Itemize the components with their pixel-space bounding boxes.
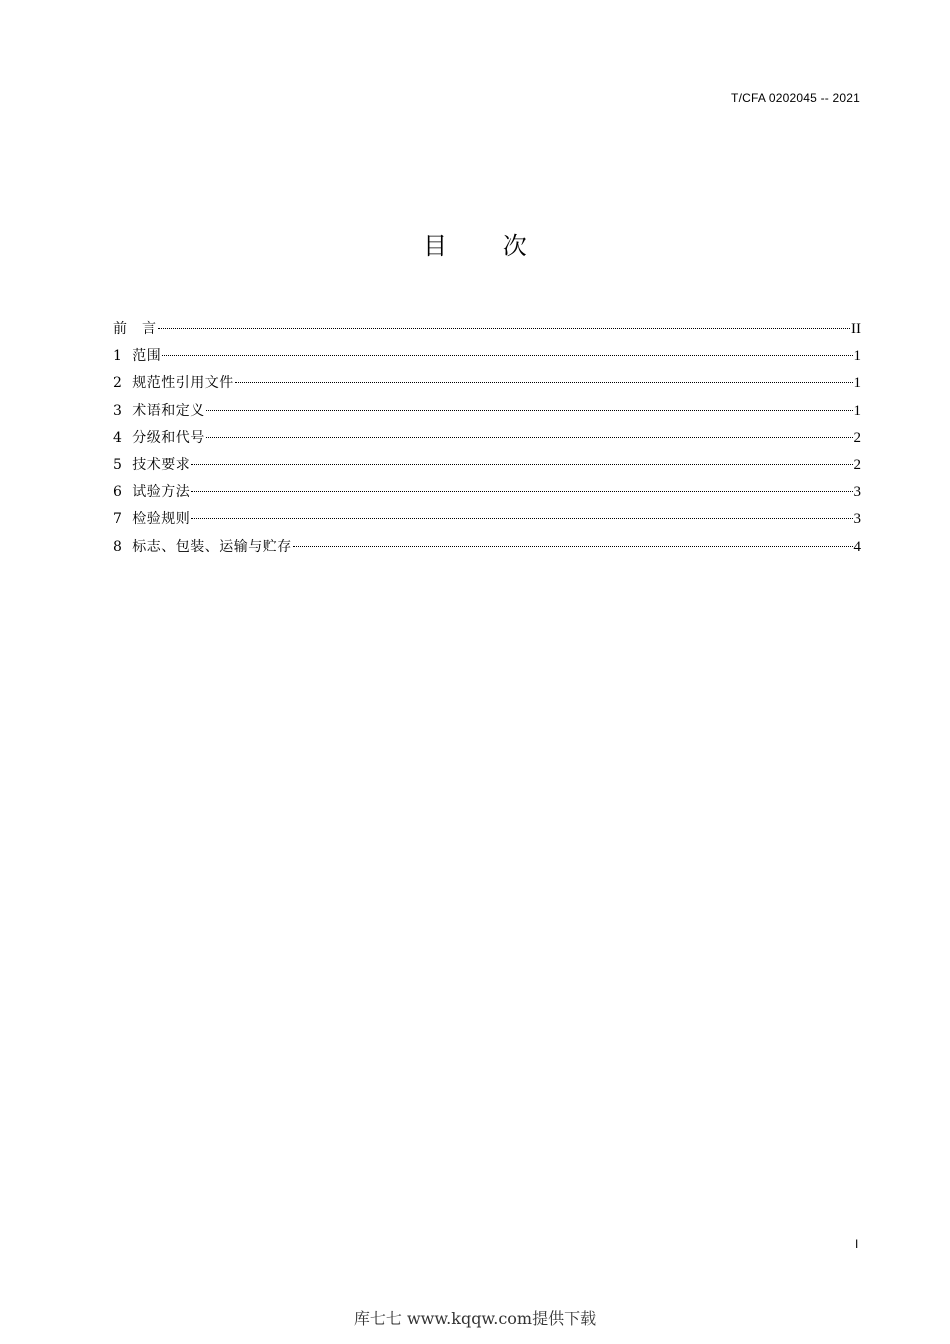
toc-entry-label: 2 规范性引用文件 [113, 375, 234, 392]
toc-entry-marking-packaging[interactable] [113, 537, 861, 564]
toc-entry-label: 6 试验方法 [113, 484, 191, 501]
toc-entry-test-methods[interactable] [113, 482, 861, 509]
toc-entry-page: 4 [853, 538, 861, 555]
toc-dot-leader [191, 518, 852, 519]
toc-entry-label: 4 分级和代号 [113, 429, 205, 446]
toc-dot-leader [191, 491, 852, 492]
toc-entry-foreword[interactable] [113, 319, 861, 346]
toc-entry-label: 5 技术要求 [113, 456, 191, 473]
toc-entry-page: 1 [853, 348, 861, 365]
toc-entry-page: 3 [853, 484, 861, 501]
toc-entry-grading-codes[interactable] [113, 428, 861, 455]
toc-dot-leader [293, 546, 853, 547]
toc-entry-page: 1 [853, 402, 861, 419]
page-number: I [855, 1237, 859, 1251]
toc-title: 目 次 [423, 232, 551, 260]
toc-entry-normative-references[interactable] [113, 373, 861, 400]
toc-entry-label: 前 言 [113, 321, 157, 337]
toc-entry-label: 7 检验规则 [113, 511, 191, 528]
download-watermark: 库七七 www.kqqw.com提供下载 [353, 1309, 597, 1328]
toc-entry-scope[interactable] [113, 346, 861, 373]
toc-entry-label: 3 术语和定义 [113, 402, 205, 419]
toc-dot-leader [235, 382, 853, 383]
toc-entry-page: 2 [853, 429, 861, 446]
toc-entry-page: 2 [853, 456, 861, 473]
toc-entry-technical-requirements[interactable] [113, 455, 861, 482]
toc-entry-label: 1 范围 [113, 348, 162, 365]
toc-entry-terms-definitions[interactable] [113, 401, 861, 428]
toc-entry-page: II [851, 321, 861, 337]
standard-code: T/CFA 0202045 -- 2021 [731, 91, 860, 105]
toc-dot-leader [206, 410, 853, 411]
toc-dot-leader [162, 355, 852, 356]
toc-entry-page: 3 [853, 511, 861, 528]
toc-entry-inspection-rules[interactable] [113, 509, 861, 536]
toc-dot-leader [191, 464, 852, 465]
toc-entry-page: 1 [853, 375, 861, 392]
toc-dot-leader [158, 328, 851, 329]
toc-dot-leader [206, 437, 853, 438]
toc-entry-label: 8 标志、包装、运输与贮存 [113, 538, 292, 555]
toc-list [113, 319, 861, 564]
